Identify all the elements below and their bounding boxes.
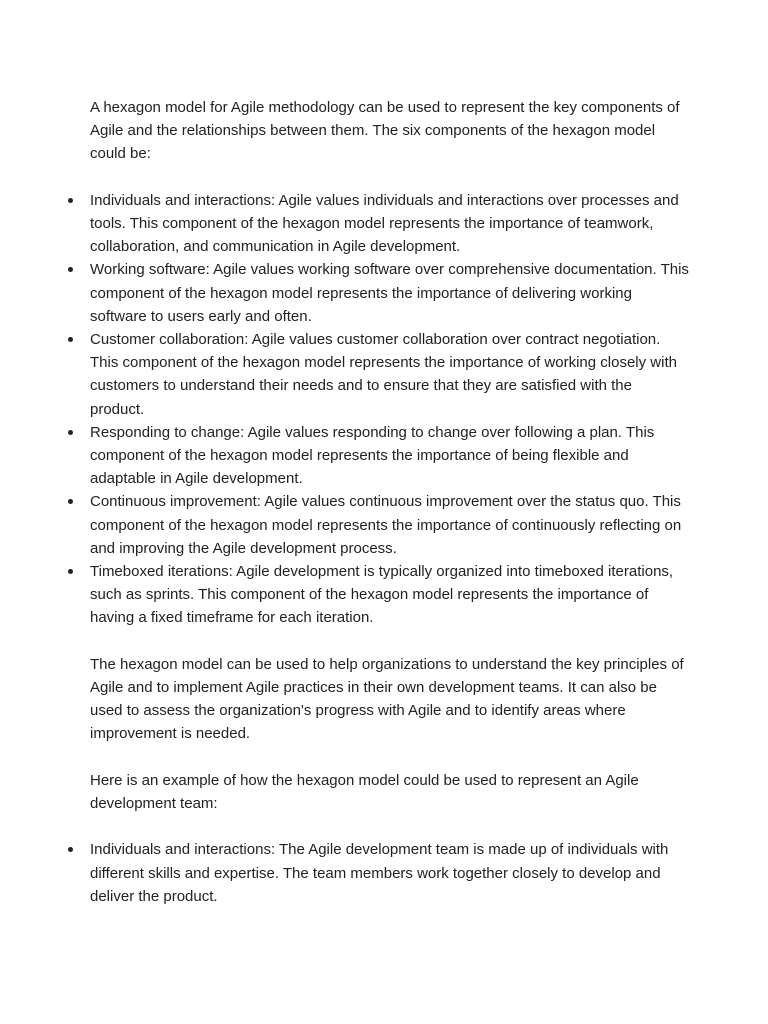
list-item [90,189,690,259]
spacer [90,166,690,189]
bullet-icon [68,267,73,272]
document-body [90,96,690,908]
bullet-icon [68,499,73,504]
usage-paragraph: The hexagon model can be used to help organizations to understand the key principles of Agile and to implement Agile practices in their own development teams. It can also be used to assess the organization's progress with Agile and to identify areas where improvement is needed. [90,655,684,743]
list-item-text: Individuals and interactions: The Agile development team is made up of individuals with different skills and expertise. The team members work together closely to develop and deliver the product. [90,841,669,905]
list-item [90,258,690,328]
example-intro-paragraph: Here is an example of how the hexagon model could be used to represent an Agile development team: [90,771,639,813]
bullet-icon [68,198,73,203]
list-item [90,560,690,630]
list-item [90,328,690,421]
list-item-text: Responding to change: Agile values responding to change over following a plan. This component of the hexagon model represents the importance of being flexible and adaptable in Agile development. [90,423,655,488]
spacer [90,630,690,653]
bullet-icon [68,847,73,852]
bullet-icon [68,337,73,342]
intro-paragraph: A hexagon model for Agile methodology can be used to represent the key components of Agile and the relationships between them. The six components of the hexagon model could be: [90,99,680,163]
list-item-text: Customer collaboration: Agile values customer collaboration over contract negotiation. This component of the hexagon model represents the importance of working closely with customers to understand their needs and to ensure that they are satisfied with the product. [90,331,677,418]
list-item [90,490,690,560]
spacer [90,815,690,838]
list-item-text: Individuals and interactions: Agile values individuals and interactions over processes and tools. This component of the hexagon model represents the importance of teamwork, collaboration, and communication in Agile development. [90,191,679,256]
list-item-text: Working software: Agile values working software over comprehensive documentation. This component of the hexagon model represents the importance of delivering working software to users early and often. [90,261,689,325]
list-item [90,838,690,908]
spacer [90,746,690,769]
list-item-text: Continuous improvement: Agile values continuous improvement over the status quo. This component of the hexagon model represents the importance of continuously reflecting on and improving the Agile development process. [90,493,682,557]
components-list [90,189,690,630]
bullet-icon [68,430,73,435]
list-item-text: Timeboxed iterations: Agile development is typically organized into timeboxed iterations, such as sprints. This component of the hexagon model represents the importance of having a fixed timeframe for each iteration. [90,563,674,627]
list-item [90,421,690,491]
bullet-icon [68,569,73,574]
example-list [90,838,690,908]
